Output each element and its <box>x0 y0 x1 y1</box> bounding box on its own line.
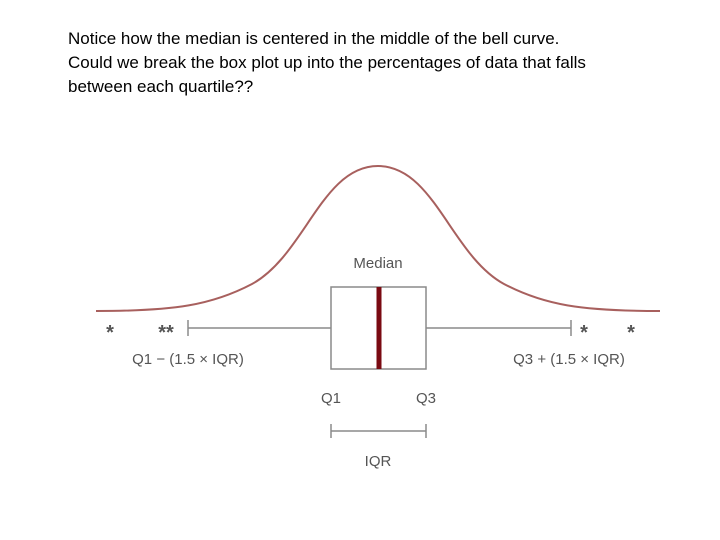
outlier-near-right: * <box>580 322 588 344</box>
outlier-far-left: * <box>106 322 114 344</box>
outlier-near-left: ** <box>158 322 174 344</box>
right-fence-label: Q3 + (1.5 × IQR) <box>513 351 625 368</box>
caption-line-3: between each quartile?? <box>68 77 254 96</box>
q1-label: Q1 <box>320 390 342 407</box>
left-fence-label: Q1 − (1.5 × IQR) <box>132 351 244 368</box>
q3-label: Q3 <box>415 390 437 407</box>
iqr-label: IQR <box>364 453 392 470</box>
caption-line-2: Could we break the box plot up into the percentages of data that falls <box>68 53 586 72</box>
caption-line-1: Notice how the median is centered in the middle of the bell curve. <box>68 29 560 48</box>
outlier-far-right: * <box>627 322 635 344</box>
median-label: Median <box>353 255 403 272</box>
